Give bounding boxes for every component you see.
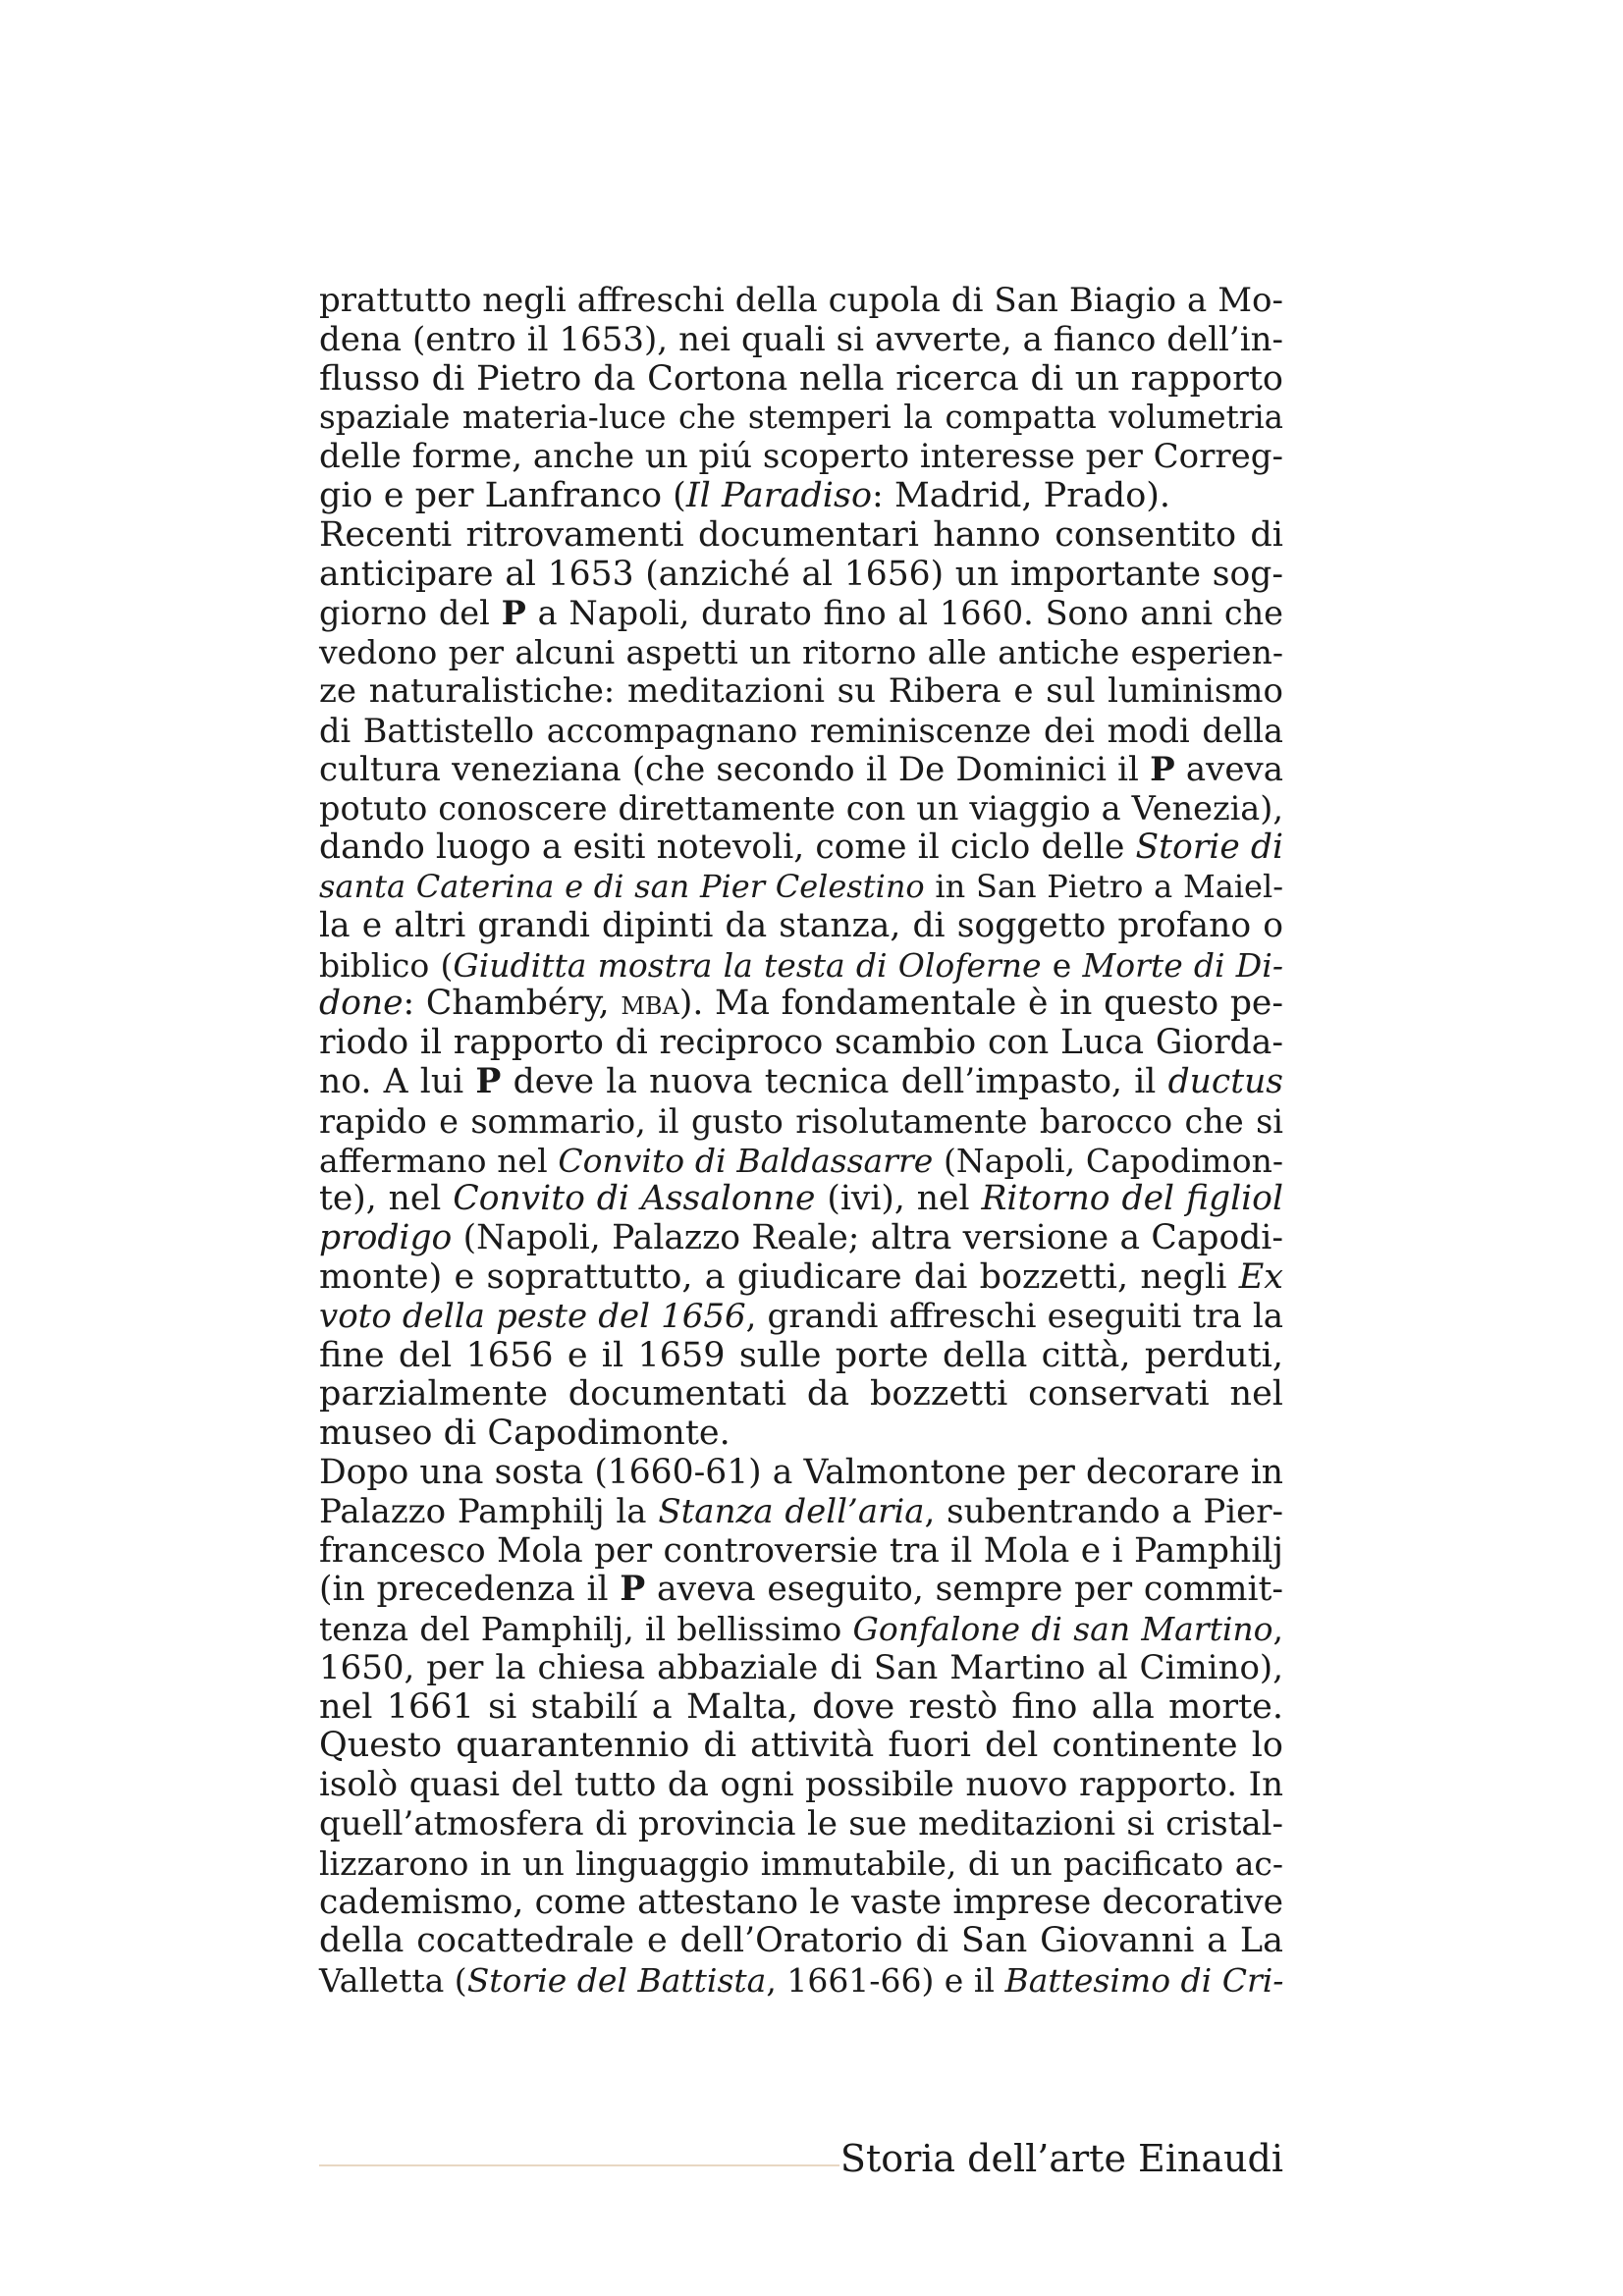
- text-line: Recenti ritrovamenti documentari hanno consentito di: [319, 514, 1283, 555]
- text-line: te), nel Convito di Assalonne (ivi), nel Ritorno del figliol: [319, 1179, 1283, 1219]
- text-line: voto della peste del 1656, grandi affreschi eseguiti tra la: [319, 1296, 1283, 1336]
- text-line: vedono per alcuni aspetti un ritorno alle antiche esperien-: [319, 633, 1283, 672]
- text-line: quell’atmosfera di provincia le sue meditazioni si cristal-: [319, 1804, 1283, 1844]
- text-line: Dopo una sosta (1660-61) a Valmontone per decorare in: [319, 1452, 1283, 1492]
- text-line: museo di Capodimonte.: [319, 1414, 730, 1454]
- text-line: no. A lui P deve la nuova tecnica dell’impasto, il ductus: [319, 1061, 1283, 1101]
- text-line: di Battistello accompagnano reminiscenze dei modi della: [319, 711, 1283, 750]
- text-line: prodigo (Napoli, Palazzo Reale; altra versione a Capodi-: [319, 1218, 1283, 1258]
- text-line: ze naturalistiche: meditazioni su Ribera e sul luminismo: [319, 670, 1283, 711]
- text-line: rapido e sommario, il gusto risolutamente barocco che si: [319, 1101, 1283, 1141]
- text-line: Palazzo Pamphilj la Stanza dell’aria, subentrando a Pier-: [319, 1491, 1284, 1531]
- text-line: nel 1661 si stabilí a Malta, dove restò fino alla morte.: [319, 1686, 1283, 1727]
- text-line: 1650, per la chiesa abbaziale di San Martino al Cimino),: [319, 1647, 1283, 1687]
- text-line: biblico (Giuditta mostra la testa di Oloferne e Morte di Di-: [319, 945, 1283, 985]
- body-text: [319, 282, 1283, 2001]
- text-line: delle forme, anche un piú scoperto interesse per Correg-: [319, 437, 1283, 477]
- text-line: gio e per Lanfranco (Il Paradiso: Madrid, Prado).: [319, 475, 1171, 515]
- text-line: (in precedenza il P aveva eseguito, sempre per commit-: [319, 1570, 1284, 1610]
- text-line: francesco Mola per controversie tra il Mola e i Pamphilj: [319, 1530, 1283, 1571]
- text-line: della cocattedrale e dell’Oratorio di San Giovanni a La: [319, 1921, 1283, 1961]
- page-footer: [319, 2136, 1283, 2185]
- text-line: tenza del Pamphilj, il bellissimo Gonfalone di san Martino,: [319, 1610, 1284, 1649]
- text-line: Valletta (Storie del Battista, 1661-66) e il Battesimo di Cri-: [319, 1961, 1284, 2001]
- text-line: prattutto negli affreschi della cupola di San Biagio a Mo-: [319, 281, 1283, 320]
- text-line: potuto conoscere direttamente con un viaggio a Venezia),: [319, 789, 1283, 828]
- text-line: fine del 1656 e il 1659 sulle porte della città, perduti,: [319, 1335, 1283, 1375]
- text-line: anticipare al 1653 (anziché al 1656) un importante sog-: [319, 554, 1283, 594]
- text-line: isolò quasi del tutto da ogni possibile nuovo rapporto. In: [319, 1765, 1283, 1805]
- text-line: lizzarono in un linguaggio immutabile, di un pacificato ac-: [319, 1843, 1283, 1883]
- text-line: dando luogo a esiti notevoli, come il ciclo delle Storie di: [319, 828, 1283, 868]
- text-line: parzialmente documentati da bozzetti conservati nel: [319, 1374, 1283, 1415]
- text-line: affermano nel Convito di Baldassarre (Napoli, Capodimon-: [319, 1141, 1284, 1180]
- text-line: spaziale materia-luce che stemperi la compatta volumetria: [319, 399, 1283, 437]
- text-line: giorno del P a Napoli, durato fino al 1660. Sono anni che: [319, 594, 1283, 633]
- text-line: la e altri grandi dipinti da stanza, di soggetto profano o: [319, 905, 1283, 945]
- text-line: monte) e soprattutto, a giudicare dai bozzetti, negli Ex: [319, 1256, 1283, 1297]
- text-line: santa Caterina e di san Pier Celestino in San Pietro a Maiel-: [319, 867, 1283, 905]
- text-line: cademismo, come attestano le vaste imprese decorative: [319, 1882, 1283, 1922]
- text-line: flusso di Pietro da Cortona nella ricerca di un rapporto: [319, 358, 1283, 399]
- text-line: Questo quarantennio di attività fuori del continente lo: [319, 1726, 1283, 1766]
- footer-rule: [319, 2164, 839, 2166]
- text-line: riodo il rapporto di reciproco scambio con Luca Giorda-: [319, 1023, 1283, 1063]
- text-line: done: Chambéry, mba). Ma fondamentale è in questo pe-: [319, 984, 1283, 1024]
- text-line: cultura veneziana (che secondo il De Dominici il P aveva: [319, 749, 1283, 789]
- footer-title: Storia dell’arte Einaudi: [839, 2137, 1283, 2180]
- text-line: dena (entro il 1653), nei quali si avverte, a fianco dell’in-: [319, 319, 1283, 359]
